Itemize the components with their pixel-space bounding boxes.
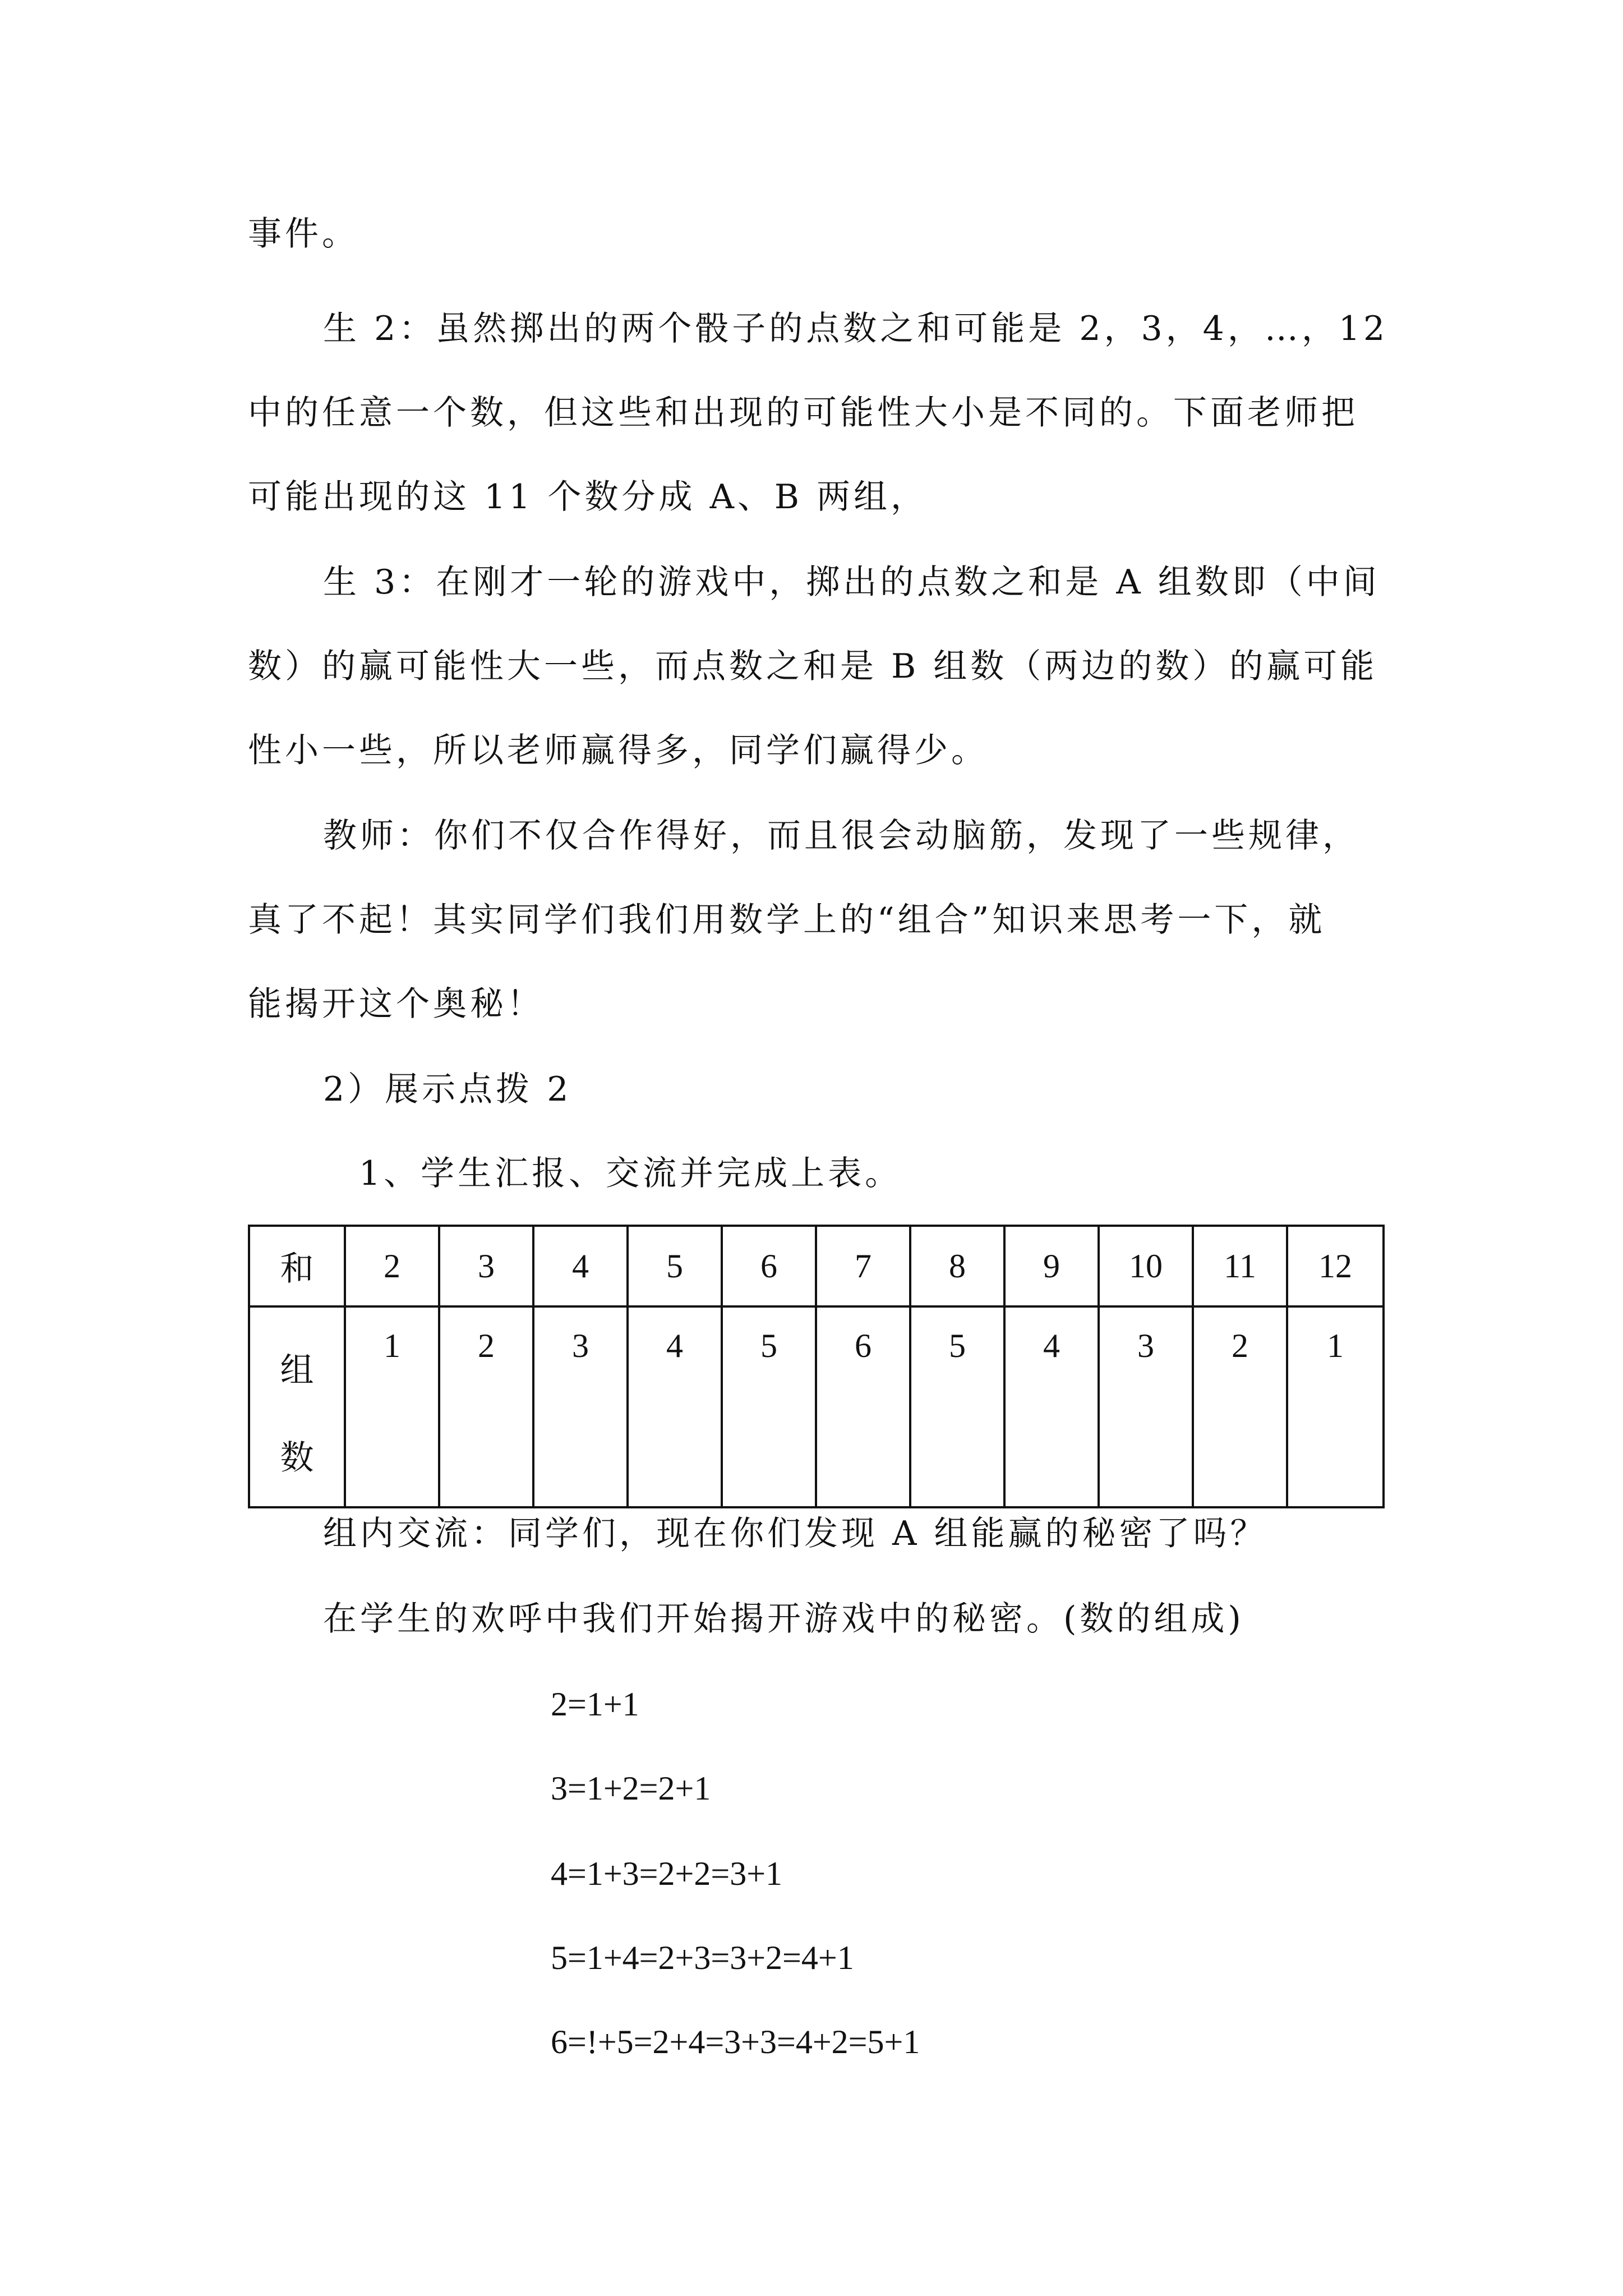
equation-line: 3=1+2=2+1 [551, 1770, 711, 1807]
table-cell: 2 [1193, 1306, 1287, 1507]
table-row-header-text: 组 数 [280, 1351, 314, 1478]
paragraph-line: 教师：你们不仅合作得好，而且很会动脑筋，发现了一些规律， [323, 816, 1359, 855]
table-cell: 6 [722, 1226, 816, 1306]
equation-line: 5=1+4=2+3=3+2=4+1 [551, 1939, 854, 1976]
paragraph-line: 在学生的欢呼中我们开始揭开游戏中的秘密。(数的组成) [323, 1599, 1244, 1639]
table-cell: 12 [1287, 1226, 1384, 1306]
table-cell: 10 [1099, 1226, 1193, 1306]
equation-line: 4=1+3=2+2=3+1 [551, 1855, 783, 1892]
table-cell: 5 [910, 1306, 1004, 1507]
table-cell: 4 [628, 1306, 722, 1507]
paragraph-line: 中的任意一个数，但这些和出现的可能性大小是不同的。下面老师把 [248, 393, 1358, 432]
table-cell: 5 [722, 1306, 816, 1507]
paragraph-line: 1、学生汇报、交流并完成上表。 [359, 1154, 902, 1193]
paragraph-line: 真了不起！其实同学们我们用数学上的“组合”知识来思考一下，就 [248, 900, 1326, 940]
table-cell: 5 [628, 1226, 722, 1306]
paragraph-line: 生 2：虽然掷出的两个骰子的点数之和可能是 2，3，4，…，12 [323, 309, 1389, 348]
table-cell: 7 [816, 1226, 910, 1306]
paragraph-line: 数）的赢可能性大一些，而点数之和是 B 组数（两边的数）的赢可能 [248, 647, 1378, 686]
paragraph-line: 事件。 [248, 214, 359, 254]
table-cell: 9 [1004, 1226, 1099, 1306]
paragraph-line: 能揭开这个奥秘！ [248, 984, 544, 1024]
sum-count-table [248, 1225, 1385, 1508]
table-cell: 1 [345, 1306, 439, 1507]
table-cell: 2 [345, 1226, 439, 1306]
table-cell: 2 [439, 1306, 533, 1507]
table-cell: 3 [439, 1226, 533, 1306]
table-cell: 3 [533, 1306, 628, 1507]
equation-line: 2=1+1 [551, 1686, 639, 1723]
table-row [249, 1226, 1384, 1306]
table-cell: 4 [533, 1226, 628, 1306]
paragraph-line: 组内交流：同学们，现在你们发现 A 组能赢的秘密了吗？ [323, 1514, 1267, 1553]
table-cell: 3 [1099, 1306, 1193, 1507]
paragraph-line: 性小一些，所以老师赢得多，同学们赢得少。 [248, 731, 988, 770]
section-heading: 2）展示点拨 2 [323, 1070, 572, 1109]
table-row-header: 和 [249, 1226, 345, 1306]
table-cell: 4 [1004, 1306, 1099, 1507]
table-row [249, 1306, 1384, 1507]
equation-line: 6=!+5=2+4=3+3=4+2=5+1 [551, 2023, 920, 2060]
paragraph-line: 可能出现的这 11 个数分成 A、B 两组， [248, 477, 928, 517]
table-row-header [249, 1306, 345, 1507]
paragraph-line: 生 3：在刚才一轮的游戏中，掷出的点数之和是 A 组数即（中间 [323, 563, 1380, 602]
table-cell: 11 [1193, 1226, 1287, 1306]
table-cell: 6 [816, 1306, 910, 1507]
table-cell: 8 [910, 1226, 1004, 1306]
table-cell: 1 [1287, 1306, 1384, 1507]
